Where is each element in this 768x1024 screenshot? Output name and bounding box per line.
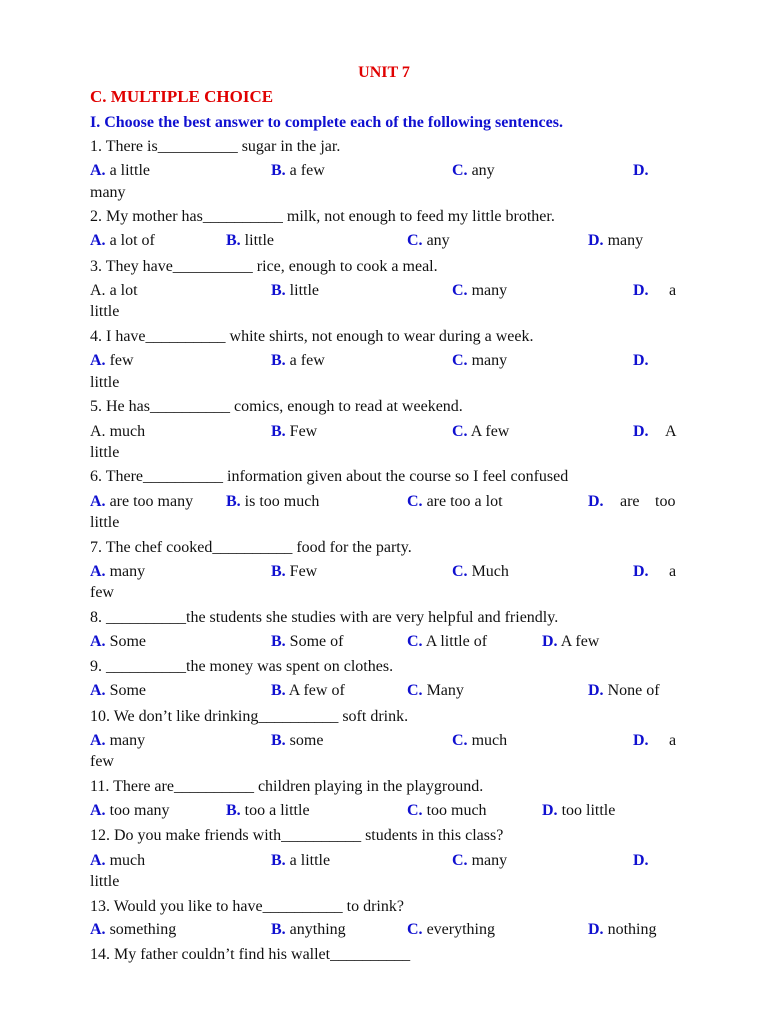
option-c: C. A little of xyxy=(407,633,488,650)
option-d-text: little xyxy=(90,873,120,890)
option-d: D. xyxy=(633,732,649,749)
option-d-text-start: a xyxy=(669,732,677,749)
option-b: B. a little xyxy=(271,852,331,869)
option-d-text-mid: too xyxy=(655,493,676,510)
option-b: B. a few xyxy=(271,352,325,369)
option-d-text-end: little xyxy=(90,303,120,320)
option-d: D. xyxy=(633,162,649,179)
question-2: 2. My mother has__________ milk, not enough to feed my little brother. xyxy=(90,208,555,225)
option-a: A. are too many xyxy=(90,493,194,510)
option-c: C. many xyxy=(452,852,508,869)
option-a: A. many xyxy=(90,732,146,749)
option-d-text-end: little xyxy=(90,444,120,461)
option-a: A. many xyxy=(90,563,146,580)
option-b: B. some xyxy=(271,732,324,749)
question-10: 10. We don’t like drinking__________ soft drink. xyxy=(90,708,409,725)
option-d: D. xyxy=(633,852,649,869)
instruction: I. Choose the best answer to complete each of the following sentences. xyxy=(90,114,563,131)
option-c: C. Many xyxy=(407,682,464,699)
option-d: D. A few xyxy=(542,633,600,650)
option-a: A. something xyxy=(90,921,177,938)
option-b: B. little xyxy=(226,232,274,249)
option-d: D. xyxy=(633,282,649,299)
option-c: C. much xyxy=(452,732,508,749)
option-d-text-start: A xyxy=(665,423,677,440)
option-d: D. many xyxy=(588,232,644,249)
option-d: D. xyxy=(633,352,649,369)
option-c: C. everything xyxy=(407,921,495,938)
option-b: B. little xyxy=(271,282,319,299)
question-13: 13. Would you like to have__________ to drink? xyxy=(90,898,404,915)
question-14: 14. My father couldn’t find his wallet__________ xyxy=(90,946,411,963)
option-d: D. xyxy=(633,423,649,440)
option-c: C. any xyxy=(407,232,450,249)
option-c: C. many xyxy=(452,352,508,369)
option-c: C. any xyxy=(452,162,495,179)
option-d-text-start: are xyxy=(620,493,640,510)
option-b: B. a few xyxy=(271,162,325,179)
option-a: A. much xyxy=(90,852,146,869)
option-d-text: little xyxy=(90,374,120,391)
option-c: C. A few xyxy=(452,423,510,440)
option-d-text: many xyxy=(90,184,126,201)
question-1: 1. There is__________ sugar in the jar. xyxy=(90,138,341,155)
option-b: B. A few of xyxy=(271,682,345,699)
option-c: C. many xyxy=(452,282,508,299)
question-7: 7. The chef cooked__________ food for the party. xyxy=(90,539,412,556)
option-d: D. nothing xyxy=(588,921,657,938)
question-5: 5. He has__________ comics, enough to read at weekend. xyxy=(90,398,463,415)
option-a: A. Some xyxy=(90,633,147,650)
option-d: D. None of xyxy=(588,682,660,699)
option-a: A. too many xyxy=(90,802,170,819)
option-c: C. Much xyxy=(452,563,509,580)
option-d-text-start: a xyxy=(669,282,677,299)
option-d-text-end: little xyxy=(90,514,120,531)
option-a: A. much xyxy=(90,423,146,440)
option-b: B. Few xyxy=(271,563,318,580)
option-b: B. is too much xyxy=(226,493,320,510)
unit-title: UNIT 7 xyxy=(358,64,410,81)
question-4: 4. I have__________ white shirts, not enough to wear during a week. xyxy=(90,328,534,345)
option-a: A. a lot of xyxy=(90,232,155,249)
question-11: 11. There are__________ children playing in the playground. xyxy=(90,778,484,795)
option-d: D. xyxy=(633,563,649,580)
question-3: 3. They have__________ rice, enough to cook a meal. xyxy=(90,258,438,275)
option-a: A. Some xyxy=(90,682,147,699)
option-c: C. are too a lot xyxy=(407,493,503,510)
option-b: B. anything xyxy=(271,921,346,938)
option-d-text-end: few xyxy=(90,584,114,601)
option-a: A. few xyxy=(90,352,134,369)
option-a: A. a lot xyxy=(90,282,138,299)
option-d: D. xyxy=(588,493,604,510)
option-b: B. Some of xyxy=(271,633,344,650)
option-b: B. too a little xyxy=(226,802,310,819)
section-title: C. MULTIPLE CHOICE xyxy=(90,87,274,106)
option-d-text-start: a xyxy=(669,563,677,580)
option-d: D. too little xyxy=(542,802,616,819)
option-c: C. too much xyxy=(407,802,487,819)
question-8: 8. __________the students she studies with are very helpful and friendly. xyxy=(90,609,559,626)
question-9: 9. __________the money was spent on clothes. xyxy=(90,658,394,675)
option-a: A. a little xyxy=(90,162,150,179)
option-d-text-end: few xyxy=(90,753,114,770)
question-6: 6. There__________ information given about the course so I feel confused xyxy=(90,468,569,485)
question-12: 12. Do you make friends with__________ students in this class? xyxy=(90,827,504,844)
option-b: B. Few xyxy=(271,423,318,440)
